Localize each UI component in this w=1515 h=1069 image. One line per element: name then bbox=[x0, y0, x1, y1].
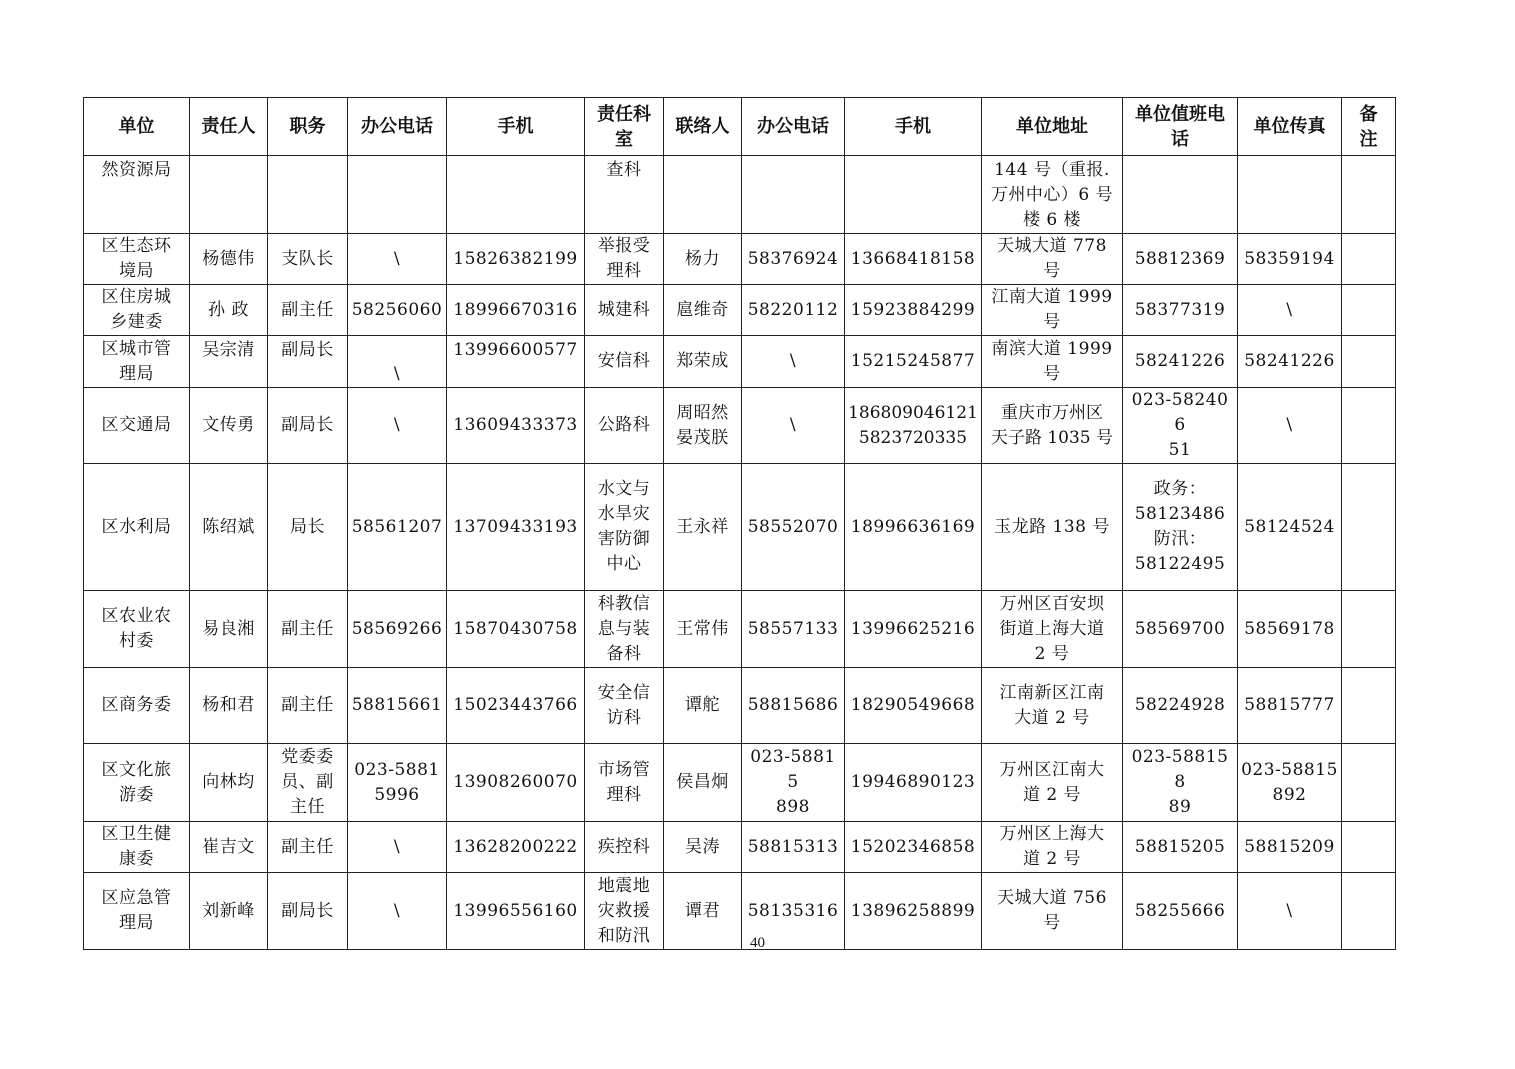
header-title: 职务 bbox=[268, 98, 348, 156]
cell-dept: 疾控科 bbox=[585, 822, 664, 873]
cell-title: 副局长 bbox=[268, 336, 348, 388]
cell-contact: 谭舵 bbox=[664, 668, 742, 744]
cell-note bbox=[1342, 285, 1396, 336]
cell-duty-phone: 023-582406 51 bbox=[1123, 388, 1238, 464]
cell-contact-phone: 58557133 bbox=[742, 591, 845, 668]
cell-contact-phone: 58220112 bbox=[742, 285, 845, 336]
cell-title: 副主任 bbox=[268, 285, 348, 336]
cell-contact: 周昭然 晏茂朕 bbox=[664, 388, 742, 464]
cell-unit: 区城市管 理局 bbox=[84, 336, 190, 388]
cell-contact-phone: 58815313 bbox=[742, 822, 845, 873]
cell-contact: 吴涛 bbox=[664, 822, 742, 873]
cell-person: 向林均 bbox=[190, 744, 268, 822]
header-person: 责任人 bbox=[190, 98, 268, 156]
cell-unit: 区住房城 乡建委 bbox=[84, 285, 190, 336]
cell-unit: 区农业农 村委 bbox=[84, 591, 190, 668]
cell-unit: 区水利局 bbox=[84, 464, 190, 591]
cell-contact-phone: 58815686 bbox=[742, 668, 845, 744]
cell-dept: 城建科 bbox=[585, 285, 664, 336]
header-contact-office-phone: 办公电话 bbox=[742, 98, 845, 156]
cell-fax: 023-58815 892 bbox=[1238, 744, 1342, 822]
table-row bbox=[84, 336, 1396, 388]
cell-mobile: 13628200222 bbox=[447, 822, 585, 873]
cell-fax: 58359194 bbox=[1238, 234, 1342, 285]
cell-mobile: 13609433373 bbox=[447, 388, 585, 464]
table-row bbox=[84, 234, 1396, 285]
cell-address: 万州区百安坝 街道上海大道 2 号 bbox=[982, 591, 1123, 668]
cell-address: 江南新区江南 大道 2 号 bbox=[982, 668, 1123, 744]
cell-title: 副主任 bbox=[268, 668, 348, 744]
header-address: 单位地址 bbox=[982, 98, 1123, 156]
cell-duty-phone: 58377319 bbox=[1123, 285, 1238, 336]
header-duty-phone: 单位值班电 话 bbox=[1123, 98, 1238, 156]
cell-contact-mobile: 13668418158 bbox=[845, 234, 982, 285]
cell-mobile: 13996600577 bbox=[447, 336, 585, 388]
table-row bbox=[84, 591, 1396, 668]
cell-title: 副主任 bbox=[268, 591, 348, 668]
page-number: 40 bbox=[750, 935, 765, 951]
cell-person: 孙 政 bbox=[190, 285, 268, 336]
cell-office-phone: \ bbox=[348, 234, 447, 285]
cell-contact-mobile: 13896258899 bbox=[845, 873, 982, 950]
cell-mobile bbox=[447, 156, 585, 234]
cell-duty-phone: 58812369 bbox=[1123, 234, 1238, 285]
cell-person: 杨和君 bbox=[190, 668, 268, 744]
cell-note bbox=[1342, 156, 1396, 234]
header-fax: 单位传真 bbox=[1238, 98, 1342, 156]
cell-person: 易良湘 bbox=[190, 591, 268, 668]
cell-contact bbox=[664, 156, 742, 234]
cell-mobile: 13709433193 bbox=[447, 464, 585, 591]
table-row bbox=[84, 388, 1396, 464]
cell-note bbox=[1342, 388, 1396, 464]
cell-office-phone: 023-5881 5996 bbox=[348, 744, 447, 822]
cell-fax: \ bbox=[1238, 873, 1342, 950]
cell-title: 副局长 bbox=[268, 388, 348, 464]
table-row bbox=[84, 464, 1396, 591]
cell-contact-mobile: 15215245877 bbox=[845, 336, 982, 388]
cell-fax: 58241226 bbox=[1238, 336, 1342, 388]
cell-office-phone: 58256060 bbox=[348, 285, 447, 336]
table-row bbox=[84, 285, 1396, 336]
header-unit: 单位 bbox=[84, 98, 190, 156]
cell-duty-phone: 58241226 bbox=[1123, 336, 1238, 388]
cell-contact-mobile bbox=[845, 156, 982, 234]
cell-contact: 扈维奇 bbox=[664, 285, 742, 336]
cell-note bbox=[1342, 464, 1396, 591]
cell-duty-phone: 58815205 bbox=[1123, 822, 1238, 873]
cell-fax: 58815777 bbox=[1238, 668, 1342, 744]
cell-office-phone: 58815661 bbox=[348, 668, 447, 744]
table-row bbox=[84, 822, 1396, 873]
cell-address: 万州区上海大 道 2 号 bbox=[982, 822, 1123, 873]
cell-office-phone: \ bbox=[348, 822, 447, 873]
cell-mobile: 13908260070 bbox=[447, 744, 585, 822]
header-dept: 责任科 室 bbox=[585, 98, 664, 156]
cell-mobile: 13996556160 bbox=[447, 873, 585, 950]
cell-contact: 王永祥 bbox=[664, 464, 742, 591]
cell-office-phone: \ bbox=[348, 336, 447, 388]
cell-person: 崔吉文 bbox=[190, 822, 268, 873]
cell-address: 玉龙路 138 号 bbox=[982, 464, 1123, 591]
cell-contact-mobile: 13996625216 bbox=[845, 591, 982, 668]
cell-duty-phone: 58255666 bbox=[1123, 873, 1238, 950]
cell-contact-phone: 58552070 bbox=[742, 464, 845, 591]
cell-fax: \ bbox=[1238, 388, 1342, 464]
header-mobile: 手机 bbox=[447, 98, 585, 156]
cell-contact-mobile: 18996636169 bbox=[845, 464, 982, 591]
cell-mobile: 18996670316 bbox=[447, 285, 585, 336]
header-note: 备 注 bbox=[1342, 98, 1396, 156]
cell-dept: 水文与 水旱灾 害防御 中心 bbox=[585, 464, 664, 591]
cell-title bbox=[268, 156, 348, 234]
cell-title: 局长 bbox=[268, 464, 348, 591]
cell-note bbox=[1342, 822, 1396, 873]
cell-address: 万州区江南大 道 2 号 bbox=[982, 744, 1123, 822]
cell-contact: 侯昌炯 bbox=[664, 744, 742, 822]
cell-note bbox=[1342, 234, 1396, 285]
cell-office-phone bbox=[348, 156, 447, 234]
cell-contact: 王常伟 bbox=[664, 591, 742, 668]
header-office-phone: 办公电话 bbox=[348, 98, 447, 156]
cell-contact-mobile: 15923884299 bbox=[845, 285, 982, 336]
cell-dept: 科教信 息与装 备科 bbox=[585, 591, 664, 668]
cell-contact: 杨力 bbox=[664, 234, 742, 285]
cell-contact-mobile: 18290549668 bbox=[845, 668, 982, 744]
cell-duty-phone: 023-588158 89 bbox=[1123, 744, 1238, 822]
cell-office-phone: 58569266 bbox=[348, 591, 447, 668]
cell-fax: 58124524 bbox=[1238, 464, 1342, 591]
cell-person: 杨德伟 bbox=[190, 234, 268, 285]
cell-address: 江南大道 1999 号 bbox=[982, 285, 1123, 336]
cell-fax: 58815209 bbox=[1238, 822, 1342, 873]
cell-dept: 市场管 理科 bbox=[585, 744, 664, 822]
cell-note bbox=[1342, 591, 1396, 668]
cell-office-phone: \ bbox=[348, 388, 447, 464]
cell-title: 副主任 bbox=[268, 822, 348, 873]
cell-fax: 58569178 bbox=[1238, 591, 1342, 668]
cell-contact-mobile: 19946890123 bbox=[845, 744, 982, 822]
cell-contact-mobile: 15202346858 bbox=[845, 822, 982, 873]
cell-office-phone: 58561207 bbox=[348, 464, 447, 591]
cell-duty-phone: 58569700 bbox=[1123, 591, 1238, 668]
cell-office-phone: \ bbox=[348, 873, 447, 950]
cell-unit: 区商务委 bbox=[84, 668, 190, 744]
cell-duty-phone: 58224928 bbox=[1123, 668, 1238, 744]
cell-unit: 区卫生健 康委 bbox=[84, 822, 190, 873]
cell-person: 陈绍斌 bbox=[190, 464, 268, 591]
cell-mobile: 15870430758 bbox=[447, 591, 585, 668]
cell-note bbox=[1342, 744, 1396, 822]
header-contact: 联络人 bbox=[664, 98, 742, 156]
cell-duty-phone: 政务： 58123486 防汛： 58122495 bbox=[1123, 464, 1238, 591]
cell-contact: 郑荣成 bbox=[664, 336, 742, 388]
cell-dept: 查科 bbox=[585, 156, 664, 234]
cell-person bbox=[190, 156, 268, 234]
cell-person: 文传勇 bbox=[190, 388, 268, 464]
cell-dept: 公路科 bbox=[585, 388, 664, 464]
cell-note bbox=[1342, 336, 1396, 388]
cell-duty-phone bbox=[1123, 156, 1238, 234]
cell-title: 支队长 bbox=[268, 234, 348, 285]
cell-fax bbox=[1238, 156, 1342, 234]
table-row bbox=[84, 156, 1396, 234]
contact-table bbox=[83, 97, 1396, 950]
cell-person: 刘新峰 bbox=[190, 873, 268, 950]
header-row bbox=[84, 98, 1396, 156]
cell-address: 重庆市万州区 天子路 1035 号 bbox=[982, 388, 1123, 464]
header-contact-mobile: 手机 bbox=[845, 98, 982, 156]
cell-contact-phone bbox=[742, 156, 845, 234]
cell-unit: 区文化旅 游委 bbox=[84, 744, 190, 822]
cell-contact-mobile: 186809046121 5823720335 bbox=[845, 388, 982, 464]
cell-address: 天城大道 778 号 bbox=[982, 234, 1123, 285]
cell-address: 144 号（重报. 万州中心）6 号 楼 6 楼 bbox=[982, 156, 1123, 234]
cell-unit: 区应急管 理局 bbox=[84, 873, 190, 950]
cell-fax: \ bbox=[1238, 285, 1342, 336]
cell-address: 南滨大道 1999 号 bbox=[982, 336, 1123, 388]
cell-mobile: 15826382199 bbox=[447, 234, 585, 285]
cell-contact-phone: \ bbox=[742, 336, 845, 388]
cell-person: 吴宗清 bbox=[190, 336, 268, 388]
table-row bbox=[84, 744, 1396, 822]
cell-unit: 区交通局 bbox=[84, 388, 190, 464]
cell-title: 党委委 员、副 主任 bbox=[268, 744, 348, 822]
cell-note bbox=[1342, 668, 1396, 744]
cell-unit: 然资源局 bbox=[84, 156, 190, 234]
cell-mobile: 15023443766 bbox=[447, 668, 585, 744]
cell-dept: 安全信 访科 bbox=[585, 668, 664, 744]
cell-unit: 区生态环 境局 bbox=[84, 234, 190, 285]
cell-contact-phone: \ bbox=[742, 388, 845, 464]
cell-dept: 安信科 bbox=[585, 336, 664, 388]
cell-dept: 举报受 理科 bbox=[585, 234, 664, 285]
cell-contact-phone: 58376924 bbox=[742, 234, 845, 285]
table-row bbox=[84, 668, 1396, 744]
cell-address: 天城大道 756 号 bbox=[982, 873, 1123, 950]
cell-contact-phone: 58135316 bbox=[742, 873, 845, 950]
cell-dept: 地震地 灾救援 和防汛 bbox=[585, 873, 664, 950]
cell-title: 副局长 bbox=[268, 873, 348, 950]
cell-contact-phone: 023-58815 898 bbox=[742, 744, 845, 822]
cell-contact: 谭君 bbox=[664, 873, 742, 950]
